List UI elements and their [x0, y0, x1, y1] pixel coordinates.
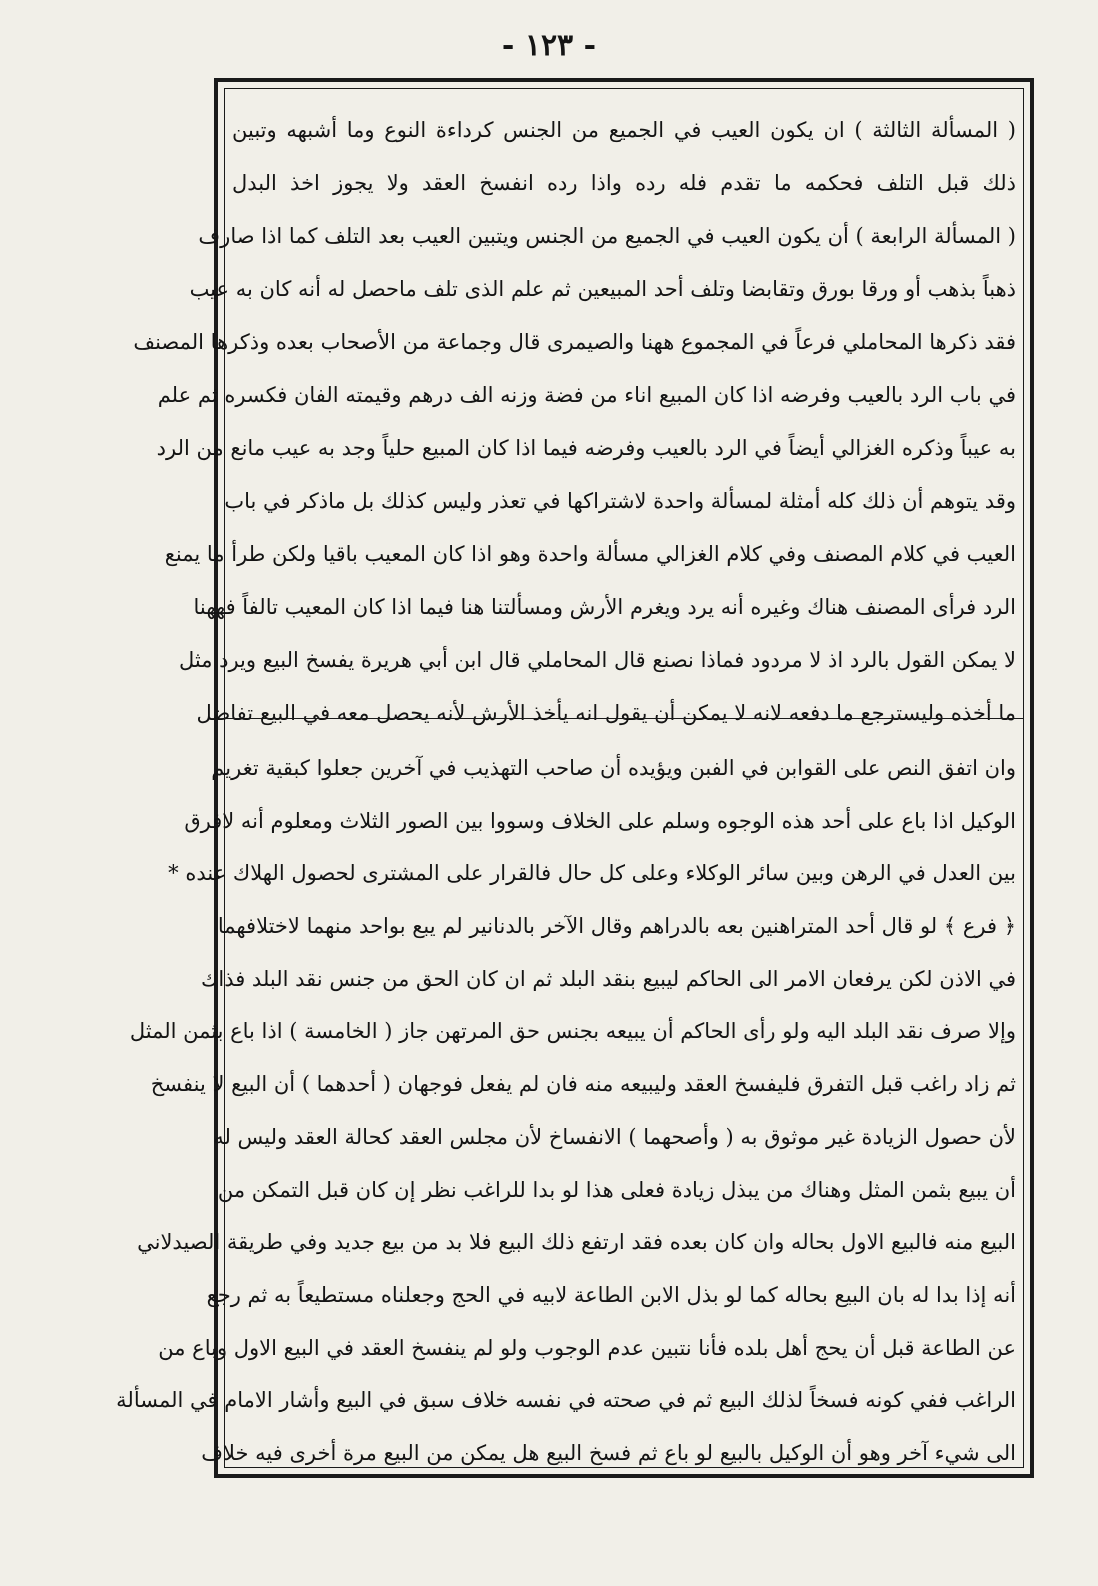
main-line: الرد فرأى المصنف هناك وغيره أنه يرد ويغرم الأرش ومسألتنا هنا فيما اذا كان المعيب تالفاً فههنا: [193, 595, 1016, 619]
main-line: لا يمكن القول بالرد اذ لا مردود فماذا نصنع قال المحاملي قال ابن أبي هريرة يفسخ البيع ويرد مثل: [178, 648, 1016, 672]
main-line: العيب في كلام المصنف وفي كلام الغزالي مسألة واحدة وهو اذا كان المعيب باقيا ولكن طرأ ما يمنع: [164, 542, 1016, 566]
main-line: به عيباً وذكره الغزالي أيضاً في الرد بالعيب وفرضه فيما اذا كان المبيع حلياً وجد به عيب مانع من الرد: [156, 436, 1016, 460]
main-line: ( المسألة الرابعة ) أن يكون العيب في الجميع من الجنس ويتبين العيب بعد التلف كما اذا صارف: [198, 224, 1016, 248]
main-text: [133, 104, 1016, 740]
main-line: ( المسألة الثالثة ) ان يكون العيب في الجميع من الجنس كرداءة النوع وما أشبهه وتبين: [232, 118, 1016, 142]
footnote-line: ثم زاد راغب قبل التفرق فليفسخ العقد وليبيعه منه فان لم يفعل فوجهان ( أحدهما ) أن البيع لا ينفسخ: [150, 1072, 1016, 1097]
main-line: فقد ذكرها المحاملي فرعاً في المجموع ههنا والصيمرى قال وجماعة من الأصحاب بعده وذكرها المصنف: [133, 330, 1016, 354]
footnote-line: في الاذن لكن يرفعان الامر الى الحاكم ليبيع بنقد البلد ثم ان كان الحق من جنس نقد البلد فذاك: [201, 966, 1016, 991]
footnote-text: [116, 742, 1016, 1480]
footnote-line: وإلا صرف نقد البلد اليه ولو رأى الحاكم أن يبيعه بجنس حق المرتهن جاز ( الخامسة ) اذا باع بثمن المثل: [129, 1019, 1016, 1044]
main-line: وقد يتوهم أن ذلك كله أمثلة لمسألة واحدة لاشتراكها في تعذر وليس كذلك بل ماذكر في باب: [224, 489, 1016, 513]
footnote-line: أن يبيع بثمن المثل وهناك من يبذل زيادة فعلى هذا لو بدا للراغب نظر إن كان قبل التمكن من: [217, 1177, 1016, 1202]
main-line: ذلك قبل التلف فحكمه ما تقدم فله رده واذا رده انفسخ العقد ولا يجوز اخذ البدل: [232, 171, 1016, 195]
footnote-line: الراغب ففي كونه فسخاً لذلك البيع ثم في صحته في نفسه خلاف سبق في البيع وأشار الامام في المسألة: [116, 1388, 1016, 1413]
footnote-line: عن الطاعة قبل أن يحج أهل بلده فأنا نتبين عدم الوجوب ولو لم ينفسخ العقد في البيع الاول وباع من: [158, 1335, 1016, 1360]
footnote-line: بين العدل في الرهن وبين سائر الوكلاء وعلى كل حال فالقرار على المشترى لحصول الهلاك عنده *: [168, 861, 1016, 886]
footnote-line: ﴿ فرع ﴾ لو قال أحد المتراهنين بعه بالدراهم وقال الآخر بالدنانير لم يبع بواحد منهما لاختلافهما: [217, 914, 1016, 939]
main-line: ذهباً بذهب أو ورقا بورق وتقابضا وتلف أحد المبيعين ثم علم الذى تلف ماحصل له أنه كان به عيب: [189, 277, 1016, 301]
footnote-line: وان اتفق النص على القوابن في الفبن ويؤيده أن صاحب التهذيب في آخرين جعلوا كبقية تغريم: [211, 756, 1016, 780]
footnote-line: أنه إذا بدا له بان البيع بحاله كما لو بذل الابن الطاعة لابيه في الحج وجعلناه مستطيعاً به ثم رجع: [206, 1282, 1016, 1307]
section-divider: [224, 718, 1024, 719]
main-line: في باب الرد بالعيب وفرضه اذا كان المبيع اناء من فضة وزنه الف درهم وقيمته الفان فكسره ثم علم: [157, 383, 1016, 407]
footnote-line: لأن حصول الزيادة غير موثوق به ( وأصحهما ) الانفساخ لأن مجلس العقد كحالة العقد وليس له: [213, 1124, 1016, 1149]
footnote-line: الوكيل اذا باع على أحد هذه الوجوه وسلم على الخلاف وسووا بين الصور الثلاث ومعلوم أنه لافرق: [184, 808, 1016, 833]
main-line: ما أخذه وليسترجع ما دفعه لانه لا يمكن أن يقول انه يأخذ الأرش لأنه يحصل معه في البيع تفاضل: [196, 701, 1016, 725]
footnote-line: البيع منه فالبيع الاول بحاله وان كان بعده فقد ارتفع ذلك البيع فلا بد من بيع جديد وفي طريقة الصيدلاني: [137, 1230, 1016, 1255]
footnote-line: الى شيء آخر وهو أن الوكيل بالبيع لو باع ثم فسخ البيع هل يمكن من البيع مرة أخرى فيه خلاف: [201, 1440, 1016, 1465]
page-number: - ١٢٣ -: [501, 28, 597, 63]
